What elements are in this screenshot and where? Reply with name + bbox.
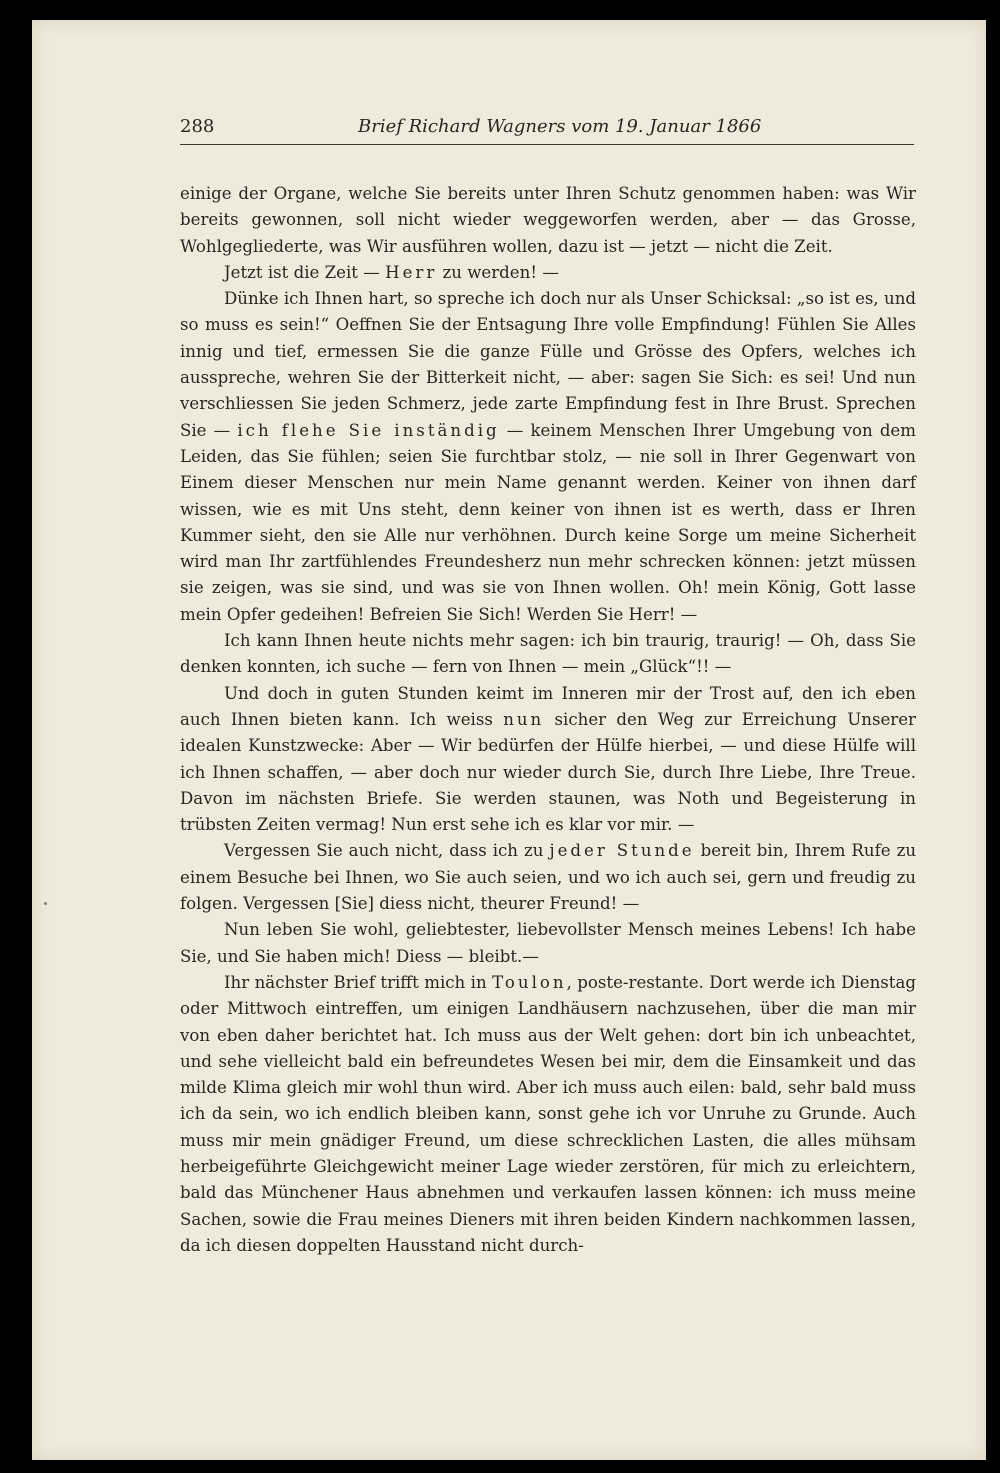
text-run: Jetzt ist die Zeit — [224, 262, 386, 282]
running-title: Brief Richard Wagners vom 19. Januar 1866 [358, 116, 762, 137]
text-run: Vergessen Sie auch nicht, dass ich zu [224, 841, 550, 861]
emphasis-spaced: Herr [385, 262, 438, 282]
text-run: Ihr nächster Brief trifft mich in [224, 972, 493, 992]
emphasis-spaced: nun [503, 709, 545, 729]
paragraph [180, 181, 916, 260]
text-run: Nun leben Sie wohl, geliebtester, liebevollster Mensch meines Lebens! Ich habe Sie, und Sie haben mich! Diess — bleibt.— [180, 920, 916, 966]
emphasis-spaced: Toulon [492, 972, 567, 992]
text-run: Und doch in guten Stunden keimt im Inneren mir der Trost auf, den ich eben auch Ihnen bieten kann. Ich weiss [180, 683, 916, 729]
text-run: , poste-restante. Dort werde ich Dienstag oder Mittwoch eintreffen, um einigen Landhäusern nachzusehen, über die man mir von eben daher berichtet hat. Ich muss aus der Welt gehen: dort bin ich unbeachtet, und sehe vielleicht bald ein befreundetes Wesen bei mir, dem die Einsamkeit und das milde Klima gleich mir wohl thun wird. Aber ich muss auch eilen: bald, sehr bald muss ich da sein, wo ich endlich bleiben kann, sonst gehe ich vor Unruhe zu Grunde. Auch muss mir mein gnädiger Freund, um diese schrecklichen Lasten, die alles mühsam herbeigeführte Gleichgewicht meiner Lage wieder zerstören, für mich zu erleichtern, bald das Münchener Haus abnehmen und verkaufen lassen können: ich muss meine Sachen, sowie die Frau meines Dieners mit ihren beiden Kindern nachkommen lassen, da ich diesen doppelten Hausstand nicht durch- [180, 972, 916, 1255]
text-run: — keinem Menschen Ihrer Umgebung von dem Leiden, das Sie fühlen; seien Sie furchtbar stolz, — nie soll in Ihrer Gegenwart von Einem dieser Menschen nur mein Name genannt werden. Keiner von ihnen darf wissen, wie es mit Uns steht, denn keiner von ihnen ist es werth, dass er Ihren Kummer sieht, den sie Alle nur verhöhnen. Durch keine Sorge um meine Sicherheit wird man Ihr zartfühlendes Freundesherz nun mehr schrecken können: jetzt müssen sie zeigen, was sie sind, und was sie von Ihnen wollen. Oh! mein König, Gott lasse mein Opfer gedeihen! Befreien Sie Sich! Werden Sie Herr! — [180, 420, 916, 624]
page-header [180, 114, 914, 145]
text-run: einige der Organe, welche Sie bereits unter Ihren Schutz genommen haben: was Wir bereits gewonnen, soll nicht wieder weggeworfen werden, aber — das Grosse, Wohlgegliederte, was Wir ausführen wollen, dazu ist — jetzt — nicht die Zeit. [180, 184, 916, 256]
letter-body [180, 181, 916, 1259]
paragraph [180, 286, 916, 628]
emphasis-spaced: ich flehe Sie inständig [237, 420, 500, 440]
paper-speck [44, 902, 47, 905]
paragraph [180, 628, 916, 681]
paragraph [180, 838, 916, 917]
text-run: sicher den Weg zur Erreichung Unserer idealen Kunstzwecke: Aber — Wir bedürfen der Hülfe hierbei, — und diese Hülfe will ich Ihnen schaffen, — aber doch nur wieder durch Sie, durch Ihre Liebe, Ihre Treue. Davon im nächsten Briefe. Sie werden staunen, was Noth und Begeisterung in trübsten Zeiten vermag! Nun erst sehe ich es klar vor mir. — [180, 709, 916, 835]
paragraph [180, 917, 916, 970]
paragraph [180, 681, 916, 839]
text-run: Ich kann Ihnen heute nichts mehr sagen: ich bin traurig, traurig! — Oh, dass Sie denken konnten, ich suche — fern von Ihnen — mein „Glück“!! — [180, 631, 916, 677]
paragraph [180, 970, 916, 1259]
text-run: zu werden! — [437, 262, 559, 282]
page-number: 288 [180, 116, 215, 137]
emphasis-spaced: jeder Stunde [549, 841, 695, 861]
text-run: bereit bin, Ihrem Rufe zu einem Besuche bei Ihnen, wo Sie auch seien, und wo ich auch sei, gern und freudig zu folgen. Vergessen [Sie] diess nicht, theurer Freund! — [180, 841, 917, 914]
paragraph [180, 260, 916, 286]
text-run: Dünke ich Ihnen hart, so spreche ich doch nur als Unser Schicksal: „so ist es, und so muss es sein!“ Oeffnen Sie der Entsagung Ihre volle Empfindung! Fühlen Sie Alles innig und tief, ermessen Sie die ganze Fülle und Grösse des Opfers, welches ich ausspreche, wehren Sie der Bitterkeit nicht, — aber: sagen Sie Sich: es sei! Und nun verschliessen Sie jeden Schmerz, jede zarte Empfindung fest in Ihre Brust. Sprechen Sie — [180, 289, 916, 440]
